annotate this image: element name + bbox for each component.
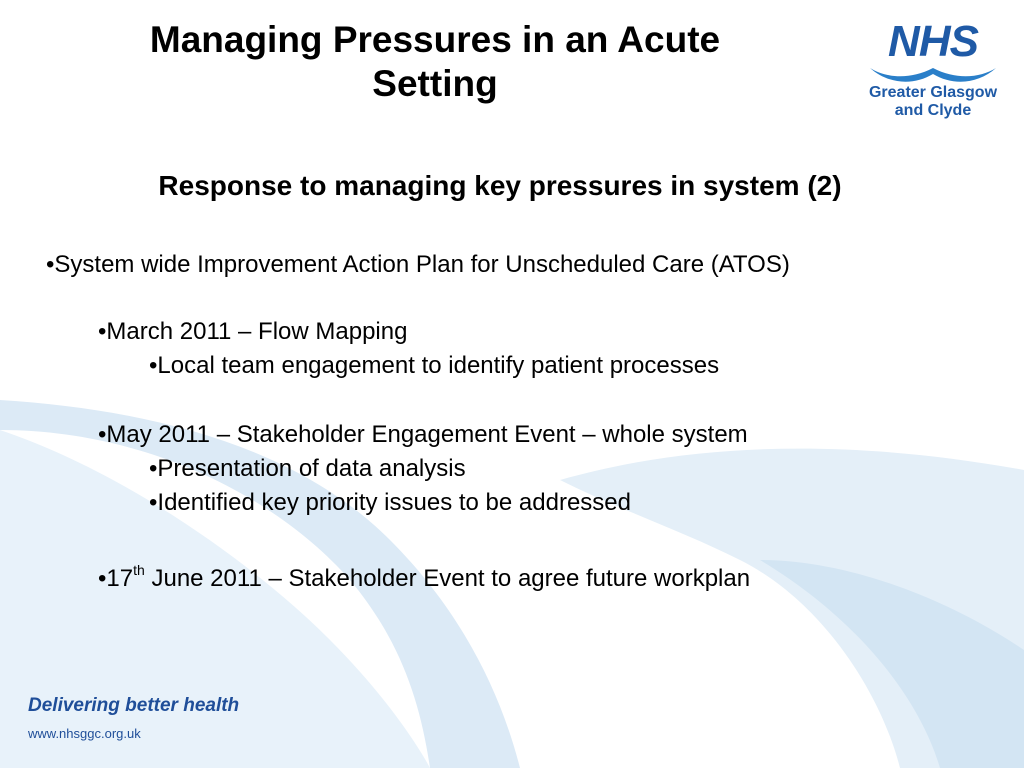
nhs-logo <box>858 17 1008 124</box>
nhs-org-line-1: Greater Glasgow <box>868 84 998 101</box>
bullet-item: •Identified key priority issues to be addressed <box>149 489 631 516</box>
slide-subtitle: Response to managing key pressures in system (2) <box>158 170 842 201</box>
bullet-item: •March 2011 – Flow Mapping <box>98 318 408 345</box>
nhs-org-name <box>858 84 1008 120</box>
slide-title-line-2: Setting <box>372 63 498 104</box>
bullet-item: •System wide Improvement Action Plan for Unscheduled Care (ATOS) <box>46 251 790 278</box>
nhs-org-line-2: and Clyde <box>894 102 972 119</box>
bullet-item <box>98 557 750 594</box>
footer-tagline: Delivering better health <box>28 695 240 716</box>
bullet-item: •May 2011 – Stakeholder Engagement Event – whole system <box>98 421 748 448</box>
bullet-item-prefix: •17 <box>98 565 134 592</box>
nhs-wordmark: NHS <box>888 17 978 66</box>
footer-url[interactable]: www.nhsggc.org.uk <box>28 726 141 741</box>
bullet-item: •Local team engagement to identify patient processes <box>149 352 720 379</box>
ordinal-superscript: th <box>133 562 145 578</box>
bullet-item: •Presentation of data analysis <box>149 455 466 482</box>
slide-title-line-1: Managing Pressures in an Acute <box>149 19 721 60</box>
bullet-item-text: June 2011 – Stakeholder Event to agree future workplan <box>144 565 751 592</box>
